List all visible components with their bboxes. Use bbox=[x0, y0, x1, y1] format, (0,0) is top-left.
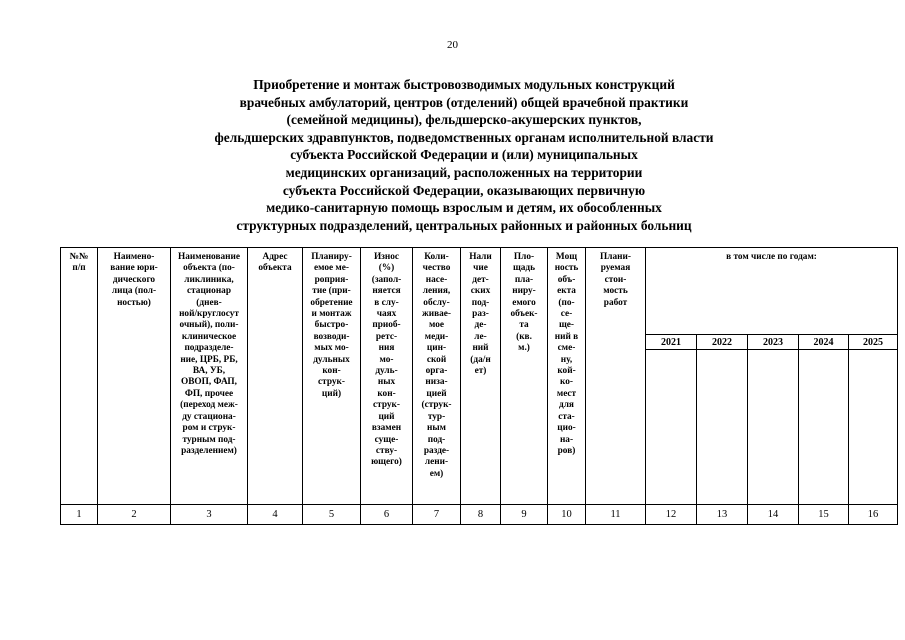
column-header-line: ной/круглосут bbox=[179, 309, 239, 320]
column-number: 14 bbox=[748, 505, 799, 525]
column-header-line: клиническое bbox=[181, 331, 237, 342]
column-header-line: низа- bbox=[425, 377, 448, 388]
column-header-line: ству- bbox=[375, 445, 398, 456]
column-header-line: де- bbox=[474, 320, 487, 331]
year-header-2025: 2025 bbox=[849, 335, 898, 350]
year-header-2023: 2023 bbox=[748, 335, 799, 350]
column-header-7 bbox=[413, 248, 461, 505]
column-header-line: суще- bbox=[374, 434, 399, 445]
column-header-line: лица (пол- bbox=[111, 286, 157, 297]
title-line: структурных подразделений, центральных районных и районных больниц bbox=[236, 217, 692, 233]
column-header-line: ста- bbox=[558, 411, 575, 422]
column-header-line: мест bbox=[556, 388, 577, 399]
column-header-line: ко- bbox=[560, 377, 573, 388]
column-header-line: вание юри- bbox=[110, 263, 158, 274]
column-header-8 bbox=[461, 248, 501, 505]
column-header-line: лени- bbox=[424, 457, 449, 468]
column-header-4 bbox=[248, 248, 303, 505]
column-header-line: ний в bbox=[554, 331, 579, 342]
column-header-line: кон- bbox=[377, 388, 396, 399]
column-header-line: емое ме- bbox=[314, 263, 349, 274]
column-header-line: ность bbox=[554, 263, 579, 274]
column-header-line: щадь bbox=[512, 263, 536, 274]
column-header-10 bbox=[548, 248, 586, 505]
column-header-line: стационар bbox=[187, 286, 231, 297]
column-header-line: раз- bbox=[472, 309, 489, 320]
column-header-line: (кв. bbox=[516, 331, 532, 342]
column-header-line: объекта (по- bbox=[183, 263, 235, 274]
column-header-line: екта bbox=[557, 286, 576, 297]
column-header-line: для bbox=[559, 400, 574, 411]
column-header-line: под- bbox=[471, 297, 490, 308]
column-header-line: цией bbox=[426, 388, 447, 399]
column-header-line: ностью) bbox=[117, 297, 151, 308]
column-header-line: №№ bbox=[69, 252, 89, 262]
title-line: Приобретение и монтаж быстровозводимых модульных конструкций bbox=[253, 77, 675, 92]
column-header-line: ще- bbox=[558, 320, 575, 331]
column-header-line: ФП, прочее bbox=[184, 388, 234, 399]
column-header-line: мость bbox=[603, 286, 628, 297]
column-header-line: в слу- bbox=[374, 297, 399, 308]
column-header-line: разде- bbox=[423, 445, 450, 456]
column-header-line: Коли- bbox=[424, 252, 449, 262]
column-header-line: (%) bbox=[378, 263, 395, 274]
title-line: медицинских организаций, расположенных на территории bbox=[285, 164, 643, 180]
column-header-line: приоб- bbox=[372, 320, 401, 331]
column-header-line: Мощ bbox=[555, 252, 578, 262]
column-header-line: объ- bbox=[557, 274, 576, 285]
title-line: субъекта Российской Федерации и (или) муниципальных bbox=[290, 147, 638, 163]
column-header-line: (да/н bbox=[470, 354, 491, 365]
column-header-line: ретс- bbox=[375, 331, 398, 342]
column-header-line: ВА, УБ, bbox=[192, 366, 226, 377]
column-header-line: ние, ЦРБ, РБ, bbox=[180, 354, 238, 365]
column-header-line: се- bbox=[560, 309, 573, 320]
page-number: 20 bbox=[447, 39, 458, 51]
column-header-line: тур- bbox=[427, 411, 446, 422]
column-header-line: Износ bbox=[373, 252, 400, 262]
column-number: 1 bbox=[61, 505, 98, 525]
column-header-line: очный), поли- bbox=[179, 320, 239, 331]
column-header-line: роприя- bbox=[314, 274, 349, 285]
column-header-line: кой- bbox=[557, 366, 576, 377]
column-header-line: ния bbox=[378, 343, 395, 354]
column-header-line: на- bbox=[559, 434, 574, 445]
column-header-line: Адрес bbox=[262, 252, 288, 262]
column-header-line: дуль- bbox=[375, 366, 398, 377]
column-number: 13 bbox=[697, 505, 748, 525]
column-header-6 bbox=[361, 248, 413, 505]
column-header-line: ных bbox=[377, 377, 396, 388]
column-header-line: цио- bbox=[557, 423, 576, 434]
column-header-line: обретение bbox=[310, 297, 353, 308]
document-title bbox=[100, 76, 828, 234]
column-number: 12 bbox=[646, 505, 697, 525]
column-number: 5 bbox=[303, 505, 361, 525]
column-header-line: ду стациона- bbox=[182, 411, 236, 422]
title-line: врачебных амбулаторий, центров (отделений) общей врачебной практики bbox=[239, 94, 689, 110]
column-header-line: Нали bbox=[469, 252, 492, 262]
column-numbers-row bbox=[61, 505, 898, 525]
column-number: 9 bbox=[501, 505, 548, 525]
column-header-1 bbox=[61, 248, 98, 505]
column-header-line: Наимено- bbox=[113, 252, 155, 262]
column-number: 4 bbox=[248, 505, 303, 525]
column-header-line: объекта bbox=[258, 263, 292, 274]
column-header-line: дет- bbox=[472, 274, 489, 285]
column-header-line: емого bbox=[512, 297, 536, 308]
column-header-line: (переход меж- bbox=[180, 400, 238, 411]
column-header-5 bbox=[303, 248, 361, 505]
title-line: фельдшерских здравпунктов, подведомственных органам исполнительной власти bbox=[214, 129, 714, 145]
column-header-line: ций) bbox=[321, 388, 342, 399]
column-header-line: ющего) bbox=[371, 457, 402, 468]
column-header-line: мых мо- bbox=[314, 343, 349, 354]
column-header-line: дического bbox=[112, 274, 156, 285]
column-header-line: пла- bbox=[514, 274, 534, 285]
column-header-line: руемая bbox=[600, 263, 631, 274]
column-header-line: под- bbox=[427, 434, 446, 445]
column-header-line: ций bbox=[378, 411, 395, 422]
column-header-line: насе- bbox=[425, 274, 448, 285]
column-header-2 bbox=[98, 248, 171, 505]
column-header-line: и монтаж bbox=[311, 309, 352, 320]
column-number: 2 bbox=[98, 505, 171, 525]
column-header-line: ем) bbox=[429, 468, 444, 479]
column-header-line: мое bbox=[429, 320, 444, 331]
year-header-2024: 2024 bbox=[799, 335, 849, 350]
column-header-line: орга- bbox=[425, 366, 448, 377]
header-row bbox=[61, 248, 898, 335]
title-line: медико-санитарную помощь взрослым и детям, их обособленных bbox=[266, 200, 662, 216]
column-header-line: чество bbox=[422, 263, 451, 274]
column-header-line: ской bbox=[426, 354, 447, 365]
column-header-line: ром и струк- bbox=[182, 423, 236, 434]
column-header-line: (по- bbox=[558, 297, 575, 308]
column-header-line: ным bbox=[427, 423, 446, 434]
column-header-11 bbox=[586, 248, 646, 505]
years-group-header: в том числе по годам: bbox=[646, 248, 898, 335]
column-header-line: тие (при- bbox=[312, 286, 351, 297]
column-header-line: работ bbox=[603, 297, 628, 308]
column-number: 7 bbox=[413, 505, 461, 525]
column-header-line: м.) bbox=[518, 343, 530, 354]
column-header-line: сме- bbox=[557, 343, 576, 354]
column-header-line: возводи- bbox=[313, 331, 350, 342]
column-header-line: ликлиника, bbox=[184, 274, 234, 285]
title-line: субъекта Российской Федерации, оказывающих первичную bbox=[282, 182, 646, 198]
column-header-line: цин- bbox=[426, 343, 447, 354]
column-header-line: обслу- bbox=[423, 297, 450, 308]
column-number: 16 bbox=[849, 505, 898, 525]
column-header-line: ет) bbox=[474, 366, 487, 377]
column-header-line: ниру- bbox=[512, 286, 536, 297]
column-header-line: стои- bbox=[604, 274, 627, 285]
column-header-line: быстро- bbox=[314, 320, 349, 331]
column-header-line: та bbox=[519, 320, 529, 331]
column-header-line: Плани- bbox=[600, 252, 631, 262]
column-header-line: подразделе- bbox=[184, 343, 234, 354]
objects-table bbox=[60, 247, 898, 525]
column-header-line: меди- bbox=[424, 331, 449, 342]
column-header-line: турным под- bbox=[182, 434, 236, 445]
column-header-line: (днев- bbox=[196, 297, 222, 308]
column-header-line: мо- bbox=[379, 354, 394, 365]
column-header-line: Наименование bbox=[178, 252, 240, 262]
column-header-line: разделением) bbox=[181, 445, 237, 456]
column-header-line: ний bbox=[472, 343, 489, 354]
column-number: 8 bbox=[461, 505, 501, 525]
column-header-line: ления, bbox=[422, 286, 451, 297]
column-number: 6 bbox=[361, 505, 413, 525]
column-header-line: ОВОП, ФАП, bbox=[181, 377, 237, 388]
column-header-line: лe- bbox=[474, 331, 487, 342]
year-header-2022: 2022 bbox=[697, 335, 748, 350]
column-number: 15 bbox=[799, 505, 849, 525]
column-header-9 bbox=[501, 248, 548, 505]
column-header-line: живае- bbox=[422, 309, 451, 320]
year-header-2021: 2021 bbox=[646, 335, 697, 350]
column-header-line: струк- bbox=[373, 400, 400, 411]
column-number: 10 bbox=[548, 505, 586, 525]
column-header-line: Пло- bbox=[513, 252, 535, 262]
column-header-line: ров) bbox=[557, 445, 576, 456]
column-header-line: п/п bbox=[72, 263, 86, 274]
column-header-line: дульных bbox=[313, 354, 350, 365]
title-line: (семейной медицины), фельдшерско-акушерских пунктов, bbox=[286, 112, 642, 128]
column-header-line: чие bbox=[473, 263, 488, 274]
column-header-line: ских bbox=[470, 286, 491, 297]
column-number: 11 bbox=[586, 505, 646, 525]
column-header-line: кон- bbox=[322, 366, 341, 377]
column-header-line: чаях bbox=[376, 309, 397, 320]
column-header-3 bbox=[171, 248, 248, 505]
column-header-line: ну, bbox=[560, 354, 573, 365]
column-header-line: Планиру- bbox=[311, 252, 352, 262]
column-header-line: объек- bbox=[510, 309, 538, 320]
column-number: 3 bbox=[171, 505, 248, 525]
column-header-line: взамен bbox=[371, 423, 402, 434]
column-header-line: няется bbox=[372, 286, 401, 297]
column-header-line: (запол- bbox=[371, 274, 402, 285]
column-header-line: (струк- bbox=[421, 400, 452, 411]
column-header-line: струк- bbox=[318, 377, 345, 388]
